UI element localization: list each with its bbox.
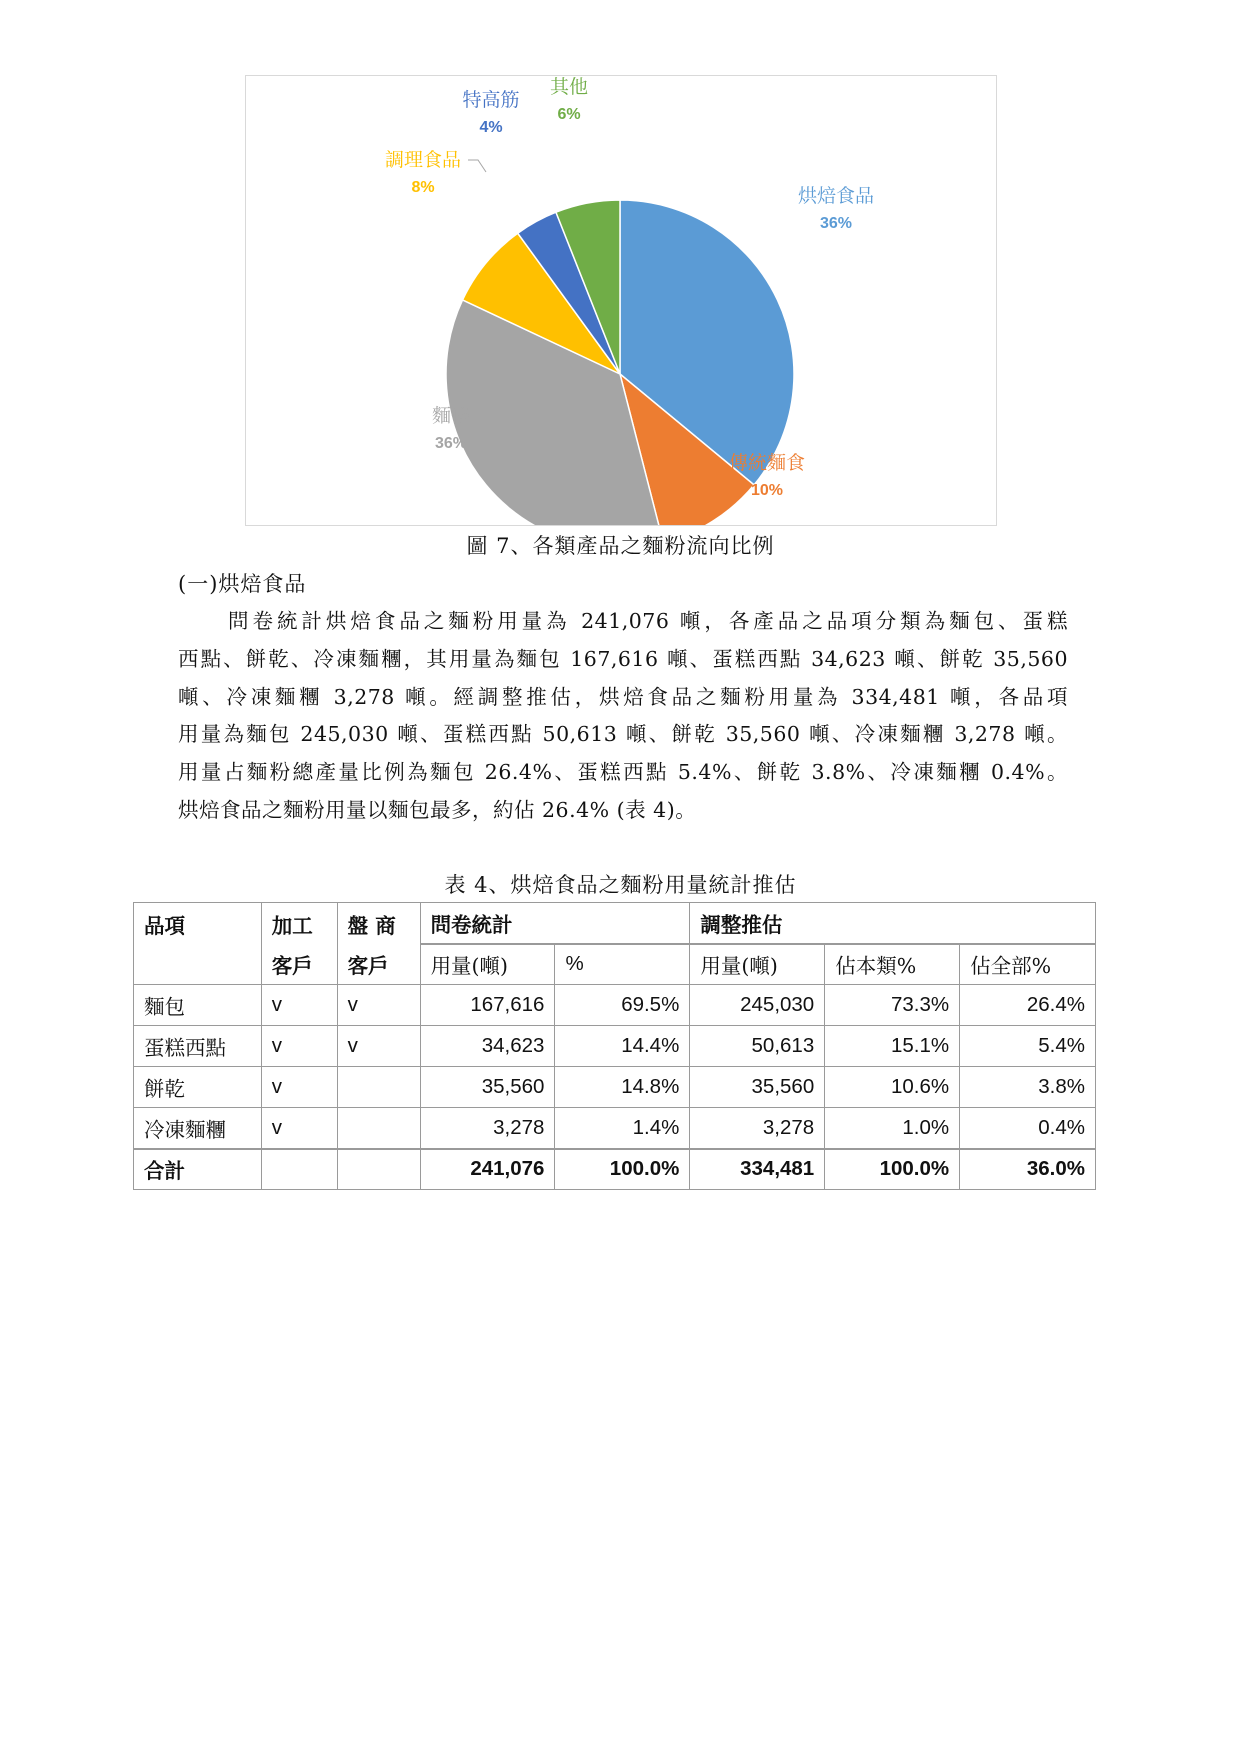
cell-total-adj-qty: 334,481	[690, 1149, 825, 1190]
pie-percent-label: 8%	[411, 179, 435, 196]
header-survey-group: 問卷統計	[420, 903, 690, 944]
header-dealer-bottom: 客戶	[347, 954, 389, 978]
pie-label: 其他	[549, 76, 589, 98]
cell-processing: v	[261, 1067, 337, 1108]
paragraph-line: 烘焙食品之麵粉用量以麵包最多，約佔 26.4% (表 4)。	[178, 797, 697, 822]
header-survey-qty: 用量(噸)	[420, 944, 555, 985]
cell-adj-qty: 3,278	[690, 1108, 825, 1149]
cell-adj-pct-total: 5.4%	[960, 1026, 1096, 1067]
cell-survey-qty: 35,560	[420, 1067, 555, 1108]
header-adjusted-group: 調整推估	[690, 903, 1096, 944]
pie-label: 烘焙食品	[797, 185, 875, 207]
header-item: 品項	[134, 903, 262, 985]
table-caption: 表 4、烘焙食品之麵粉用量統計推估	[444, 873, 797, 897]
pie-label: 傳統麵食	[728, 452, 806, 474]
cell-total-adj-pct-total: 36.0%	[960, 1149, 1096, 1190]
cell-processing: v	[261, 1108, 337, 1149]
cell-adj-pct-total: 26.4%	[960, 985, 1096, 1026]
header-processing-top: 加工	[271, 914, 313, 938]
cell-item: 麵包	[134, 985, 262, 1026]
paragraph-line: 用量占麵粉總產量比例為麵包 26.4%、蛋糕西點 5.4%、餅乾 3.8%、冷凍麵糰 0.4%。	[178, 760, 1068, 785]
cell-total-label: 合計	[134, 1149, 262, 1190]
header-adj-pct-category: 佔本類%	[825, 944, 960, 985]
cell-adj-pct-total: 0.4%	[960, 1108, 1096, 1149]
cell-item: 餅乾	[134, 1067, 262, 1108]
header-dealer	[337, 903, 420, 985]
table-header-row	[134, 903, 1096, 944]
paragraph-line: 西點、餅乾、冷凍麵糰，其用量為麵包 167,616 噸、蛋糕西點 34,623 噸、餅乾 35,560	[178, 646, 1068, 671]
cell-processing: v	[261, 1026, 337, 1067]
leader-line	[468, 160, 486, 172]
pie-label: 麵條	[431, 405, 471, 427]
usage-table	[133, 902, 1096, 1190]
cell-dealer: v	[337, 1026, 420, 1067]
pie-chart	[246, 76, 996, 525]
cell-total-dealer	[337, 1149, 420, 1190]
cell-adj-qty: 50,613	[690, 1026, 825, 1067]
paragraph-line: 用量為麵包 245,030 噸、蛋糕西點 50,613 噸、餅乾 35,560 噸、冷凍麵糰 3,278 噸。	[178, 722, 1068, 747]
cell-survey-pct: 14.4%	[555, 1026, 690, 1067]
pie-label: 特高筋	[462, 89, 520, 111]
pie-chart-frame	[245, 75, 997, 526]
cell-survey-qty: 167,616	[420, 985, 555, 1026]
cell-survey-pct: 14.8%	[555, 1067, 690, 1108]
cell-total-survey-qty: 241,076	[420, 1149, 555, 1190]
cell-survey-qty: 3,278	[420, 1108, 555, 1149]
table-row	[134, 1108, 1096, 1149]
header-adj-pct-total: 佔全部%	[960, 944, 1096, 985]
cell-dealer: v	[337, 985, 420, 1026]
cell-survey-qty: 34,623	[420, 1026, 555, 1067]
cell-adj-pct-total: 3.8%	[960, 1067, 1096, 1108]
cell-adj-pct-category: 15.1%	[825, 1026, 960, 1067]
cell-dealer	[337, 1067, 420, 1108]
pie-label: 調理食品	[384, 149, 462, 171]
paragraph-line: 噸、冷凍麵糰 3,278 噸。經調整推估，烘焙食品之麵粉用量為 334,481 噸，各品項	[178, 684, 1068, 709]
cell-dealer	[337, 1108, 420, 1149]
body-paragraph	[178, 603, 1068, 830]
cell-item: 蛋糕西點	[134, 1026, 262, 1067]
cell-adj-pct-category: 73.3%	[825, 985, 960, 1026]
figure-caption: 圖 7、各類產品之麵粉流向比例	[466, 534, 775, 558]
cell-adj-qty: 35,560	[690, 1067, 825, 1108]
section-title: (一)烘焙食品	[178, 572, 307, 596]
pie-percent-label: 36%	[819, 215, 853, 232]
cell-total-survey-pct: 100.0%	[555, 1149, 690, 1190]
header-adj-qty: 用量(噸)	[690, 944, 825, 985]
table-row	[134, 985, 1096, 1026]
cell-adj-pct-category: 10.6%	[825, 1067, 960, 1108]
pie-percent-label: 36%	[434, 435, 468, 452]
cell-total-processing	[261, 1149, 337, 1190]
table-row	[134, 1026, 1096, 1067]
pie-percent-label: 6%	[557, 106, 581, 123]
cell-total-adj-pct-category: 100.0%	[825, 1149, 960, 1190]
cell-survey-pct: 1.4%	[555, 1108, 690, 1149]
cell-adj-qty: 245,030	[690, 985, 825, 1026]
cell-processing: v	[261, 985, 337, 1026]
header-dealer-top: 盤 商	[347, 914, 396, 938]
table-row	[134, 1067, 1096, 1108]
header-processing-bottom: 客戶	[271, 954, 313, 978]
cell-item: 冷凍麵糰	[134, 1108, 262, 1149]
header-processing	[261, 903, 337, 985]
pie-percent-label: 4%	[479, 119, 503, 136]
cell-survey-pct: 69.5%	[555, 985, 690, 1026]
header-survey-pct: %	[555, 944, 690, 985]
pie-percent-label: 10%	[750, 482, 784, 499]
table-total-row	[134, 1149, 1096, 1190]
paragraph-line: 問卷統計烘焙食品之麵粉用量為 241,076 噸，各產品之品項分類為麵包、蛋糕	[228, 609, 1068, 633]
cell-adj-pct-category: 1.0%	[825, 1108, 960, 1149]
